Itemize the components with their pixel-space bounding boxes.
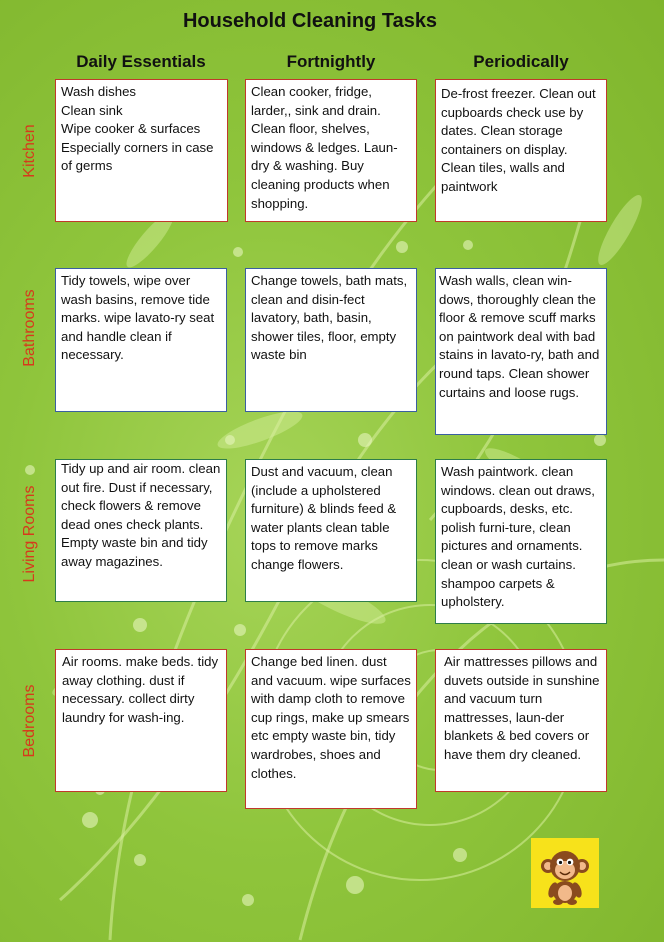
logo bbox=[531, 838, 599, 908]
cell-living-rooms-periodically: Wash paintwork. clean windows. clean out draws, cupboards, desks, etc. polish furni-ture, clean pictures and ornaments. clean or wash curtains. shampoo carpets & upholstery. bbox=[435, 459, 607, 624]
monkey-icon bbox=[531, 838, 599, 908]
row-label-kitchen: Kitchen bbox=[21, 124, 38, 178]
cell-bathrooms-periodically: Wash walls, clean win-dows, thoroughly clean the floor & remove scuff marks on paintwork deal with bad stains in lavato-ry, bath and round taps. Clean shower curtains and loose rugs. bbox=[435, 268, 607, 435]
page-title: Household Cleaning Tasks bbox=[182, 10, 438, 32]
cell-kitchen-fortnightly: Clean cooker, fridge, larder,, sink and drain. Clean floor, shelves, windows & ledges. Laun-dry & washing. Buy cleaning products when shopping. bbox=[245, 79, 417, 222]
cell-living-rooms-daily: Tidy up and air room. clean out fire. Dust if necessary, check flowers & remove dead ones check plants. Empty waste bin and tidy away magazines. bbox=[55, 459, 227, 602]
cell-kitchen-daily: Wash dishes Clean sink Wipe cooker & surfaces Especially corners in case of germs bbox=[55, 79, 228, 222]
row-label-living-rooms: Living Rooms bbox=[21, 485, 38, 583]
row-label-bedrooms: Bedrooms bbox=[21, 684, 38, 758]
column-header-daily: Daily Essentials bbox=[76, 52, 206, 71]
cell-kitchen-periodically: De-frost freezer. Clean out cupboards check use by dates. Clean storage containers on display. Clean tiles, walls and paintwork bbox=[435, 79, 607, 222]
cell-bedrooms-daily: Air rooms. make beds. tidy away clothing. dust if necessary. collect dirty laundry for wash-ing. bbox=[55, 649, 227, 792]
column-header-periodically: Periodically bbox=[473, 52, 569, 71]
row-label-bathrooms: Bathrooms bbox=[21, 289, 38, 367]
cell-bathrooms-fortnightly: Change towels, bath mats, clean and disin-fect lavatory, bath, basin, shower tiles, floor, empty waste bin bbox=[245, 268, 417, 412]
cell-bedrooms-periodically: Air mattresses pillows and duvets outside in sunshine and vacuum turn mattresses, laun-der blankets & bed covers or have them dry cleaned. bbox=[435, 649, 607, 792]
cell-bedrooms-fortnightly: Change bed linen. dust and vacuum. wipe surfaces with damp cloth to remove cup rings, make up smears etc empty waste bin, tidy wardrobes, shoes and clothes. bbox=[245, 649, 417, 809]
cell-living-rooms-fortnightly: Dust and vacuum, clean (include a upholstered furniture) & blinds feed & water plants clean table tops to remove marks change flowers. bbox=[245, 459, 417, 602]
cell-bathrooms-daily: Tidy towels, wipe over wash basins, remove tide marks. wipe lavato-ry seat and handle clean if necessary. bbox=[55, 268, 227, 412]
column-header-fortnightly: Fortnightly bbox=[286, 52, 376, 71]
